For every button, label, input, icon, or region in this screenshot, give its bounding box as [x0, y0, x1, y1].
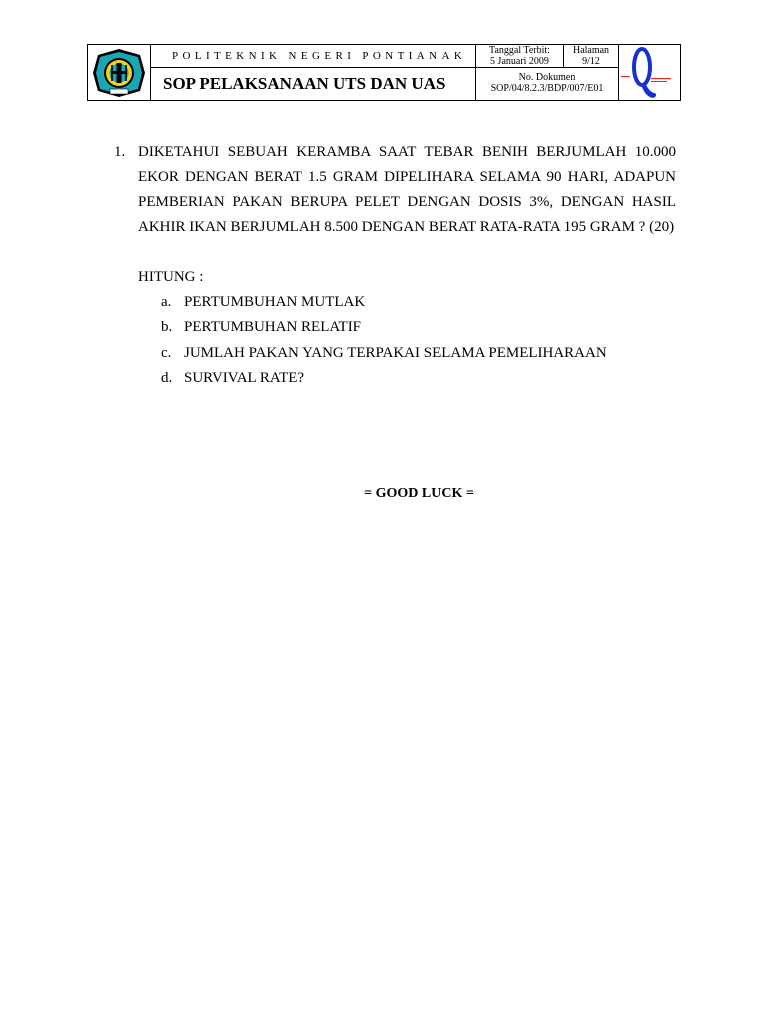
- list-item: [138, 315, 607, 340]
- document-number-cell: [476, 68, 619, 100]
- list-item: [138, 366, 607, 391]
- issue-date-value: 5 Januari 2009: [490, 56, 549, 67]
- issue-date-label: Tanggal Terbit:: [489, 45, 550, 56]
- list-marker: a.: [161, 294, 172, 310]
- polnep-emblem-icon: [91, 48, 147, 98]
- document-number-label: No. Dokumen: [518, 72, 576, 83]
- quality-logo-cell: [619, 45, 680, 100]
- list-item-text: SURVIVAL RATE?: [184, 369, 305, 386]
- document-number-value: SOP/04/8.2.3/BDP/007/E01: [490, 83, 604, 94]
- closing-message: = GOOD LUCK =: [364, 486, 474, 501]
- question-prompt: HITUNG :: [138, 269, 204, 285]
- question-text: DIKETAHUI SEBUAH KERAMBA SAAT TEBAR BENIH BERJUMLAH 10.000 EKOR DENGAN BERAT 1.5 GRAM DIPELIHARA SELAMA 90 HARI, ADAPUN PEMBERIAN PAKAN BERUPA PELET DENGAN DOSIS 3%, DENGAN HASIL AKHIR IKAN BERJUMLAH 8.500 DENGAN BERAT RATA-RATA 195 GRAM ? (20): [138, 144, 676, 235]
- institution-name: POLITEKNIK NEGERI PONTIANAK: [151, 45, 476, 68]
- page-number-cell: [564, 45, 619, 68]
- document-title: SOP PELAKSANAAN UTS DAN UAS: [151, 68, 476, 100]
- list-marker: b.: [161, 319, 173, 336]
- list-item-text: JUMLAH PAKAN YANG TERPAKAI SELAMA PEMELIHARAAN: [184, 344, 607, 361]
- logo-cell: [88, 45, 151, 100]
- list-marker: c.: [161, 344, 172, 361]
- document-header: [87, 44, 681, 101]
- page-label: Halaman: [572, 45, 610, 56]
- issue-date-cell: [476, 45, 564, 68]
- page-value: 9/12: [582, 56, 600, 67]
- list-item-text: PERTUMBUHAN RELATIF: [184, 319, 362, 336]
- list-item: [138, 290, 607, 315]
- list-marker: d.: [161, 369, 173, 386]
- sub-question-list: [138, 290, 607, 391]
- quality-q-logo-icon: [619, 45, 680, 100]
- list-item: [138, 341, 607, 366]
- list-item-text: PERTUMBUHAN MUTLAK: [184, 294, 366, 310]
- question-number: 1.: [114, 144, 126, 160]
